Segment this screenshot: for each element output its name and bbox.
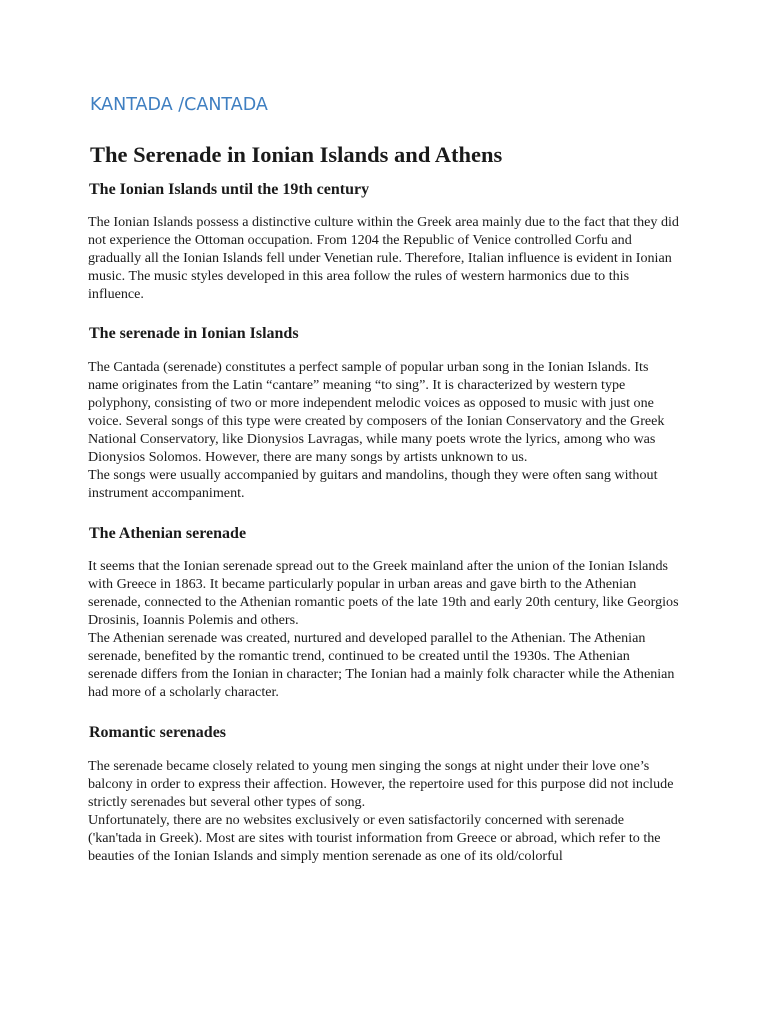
section-heading: Romantic serenades [89,724,227,741]
paragraph: The Cantada (serenade) constitutes a perfect sample of popular urban song in the Ionian Islands. Its name originates from the Latin “cantare” meaning “to sing”. It is characterized by western type polyphony, consisting of two or more independent melodic voices as opposed to music with just one voice. Several songs of this type were created by composers of the Ionian Conservatory and the Greek National Conservatory, like Dionysios Lavragas, while many poets wrote the lyrics, among who was Dionysios Solomos. However, there are many songs by artists unknown to us. [88,359,665,465]
paragraph: The Ionian Islands possess a distinctive culture within the Greek area mainly due to the fact that they did not experience the Ottoman occupation. From 1204 the Republic of Venice controlled Corfu and gradually all the Ionian Islands fell under Venetian rule. Therefore, Italian influence is evident in Ionian music. The music styles developed in this area follow the rules of western harmonics due to this influence. [88,214,679,302]
section-romantic-serenades [88,723,680,865]
section-heading: The Ionian Islands until the 19th century [89,181,370,198]
section-ionian-islands-history [88,180,680,303]
paragraph: The Athenian serenade was created, nurtured and developed parallel to the Athenian. The Athenian serenade, benefited by the romantic trend, continued to be created until the 1930s. The Athenian serenade differs from the Ionian in character; The Ionian had a mainly folk character while the Athenian had more of a scholarly character. [88,630,675,700]
document-title: The Serenade in Ionian Islands and Athens [90,142,503,167]
section-athenian-serenade [88,524,680,701]
document-page [88,90,680,865]
paragraph: It seems that the Ionian serenade spread out to the Greek mainland after the union of the Ionian Islands with Greece in 1863. It became particularly popular in urban areas and gave birth to the Athenian serenade, connected to the Athenian romantic poets of the late 19th and early 20th century, like Georgios Drosinis, Ioannis Polemis and others. [88,558,679,628]
section-body [88,213,680,303]
document-label: KANTADA /CANTADA [90,95,268,115]
section-heading: The serenade in Ionian Islands [89,325,299,342]
section-ionian-serenade [88,324,680,502]
section-body [88,557,680,701]
section-body [88,358,680,502]
paragraph: The serenade became closely related to young men singing the songs at night under their love one’s balcony in order to express their affection. However, the repertoire used for this purpose did not include strictly serenades but several other types of song. [88,758,674,810]
section-heading: The Athenian serenade [89,525,247,542]
section-body [88,757,680,865]
paragraph: Unfortunately, there are no websites exclusively or even satisfactorily concerned with serenade ('kan'tada in Greek). Most are sites with tourist information from Greece or abroad, which refer to the beauties of the Ionian Islands and simply mention serenade as one of its old/colorful [88,812,661,864]
paragraph: The songs were usually accompanied by guitars and mandolins, though they were often sang without instrument accompaniment. [88,467,658,501]
